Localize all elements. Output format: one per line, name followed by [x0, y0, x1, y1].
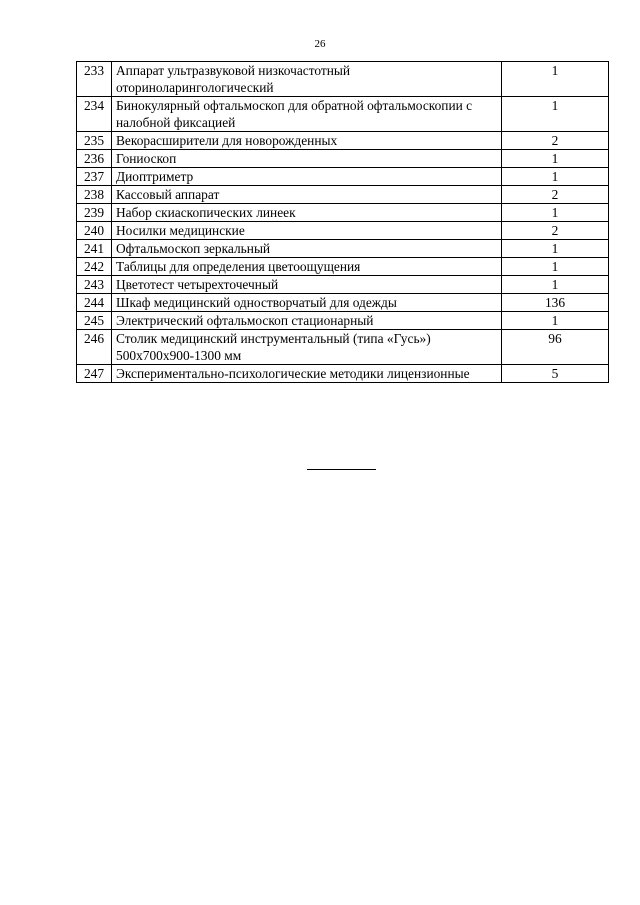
item-name: Бинокулярный офтальмоскоп для обратной офтальмоскопии с налобной фиксацией: [112, 97, 502, 132]
row-number: 245: [77, 312, 112, 330]
row-number: 238: [77, 186, 112, 204]
item-name: Набор скиаскопических линеек: [112, 204, 502, 222]
row-number: 243: [77, 276, 112, 294]
table-row: [77, 132, 609, 150]
item-name: Носилки медицинские: [112, 222, 502, 240]
item-quantity: 1: [502, 204, 609, 222]
table-row: [77, 186, 609, 204]
item-name: Таблицы для определения цветоощущения: [112, 258, 502, 276]
table-row: [77, 330, 609, 365]
item-quantity: 1: [502, 150, 609, 168]
item-name: Кассовый аппарат: [112, 186, 502, 204]
item-name: Диоптриметр: [112, 168, 502, 186]
item-name: Электрический офтальмоскоп стационарный: [112, 312, 502, 330]
table-row: [77, 97, 609, 132]
equipment-table-body: [77, 62, 609, 383]
item-quantity: 1: [502, 312, 609, 330]
item-name: Офтальмоскоп зеркальный: [112, 240, 502, 258]
end-of-document-line: [307, 469, 376, 470]
table-row: [77, 168, 609, 186]
item-quantity: 1: [502, 168, 609, 186]
equipment-table: [76, 61, 609, 383]
item-quantity: 96: [502, 330, 609, 365]
item-name: Гониоскоп: [112, 150, 502, 168]
table-row: [77, 258, 609, 276]
item-name: Столик медицинский инструментальный (типа «Гусь») 500х700х900-1300 мм: [112, 330, 502, 365]
row-number: 244: [77, 294, 112, 312]
row-number: 236: [77, 150, 112, 168]
item-quantity: 2: [502, 186, 609, 204]
item-quantity: 136: [502, 294, 609, 312]
table-row: [77, 276, 609, 294]
table-row: [77, 365, 609, 383]
row-number: 246: [77, 330, 112, 365]
item-quantity: 2: [502, 222, 609, 240]
row-number: 237: [77, 168, 112, 186]
item-name: Шкаф медицинский одностворчатый для одежды: [112, 294, 502, 312]
item-quantity: 1: [502, 258, 609, 276]
item-quantity: 1: [502, 97, 609, 132]
table-row: [77, 312, 609, 330]
item-quantity: 1: [502, 276, 609, 294]
table-row: [77, 204, 609, 222]
row-number: 240: [77, 222, 112, 240]
row-number: 247: [77, 365, 112, 383]
item-quantity: 5: [502, 365, 609, 383]
row-number: 242: [77, 258, 112, 276]
row-number: 239: [77, 204, 112, 222]
row-number: 234: [77, 97, 112, 132]
item-name: Экспериментально-психологические методики лицензионные: [112, 365, 502, 383]
table-row: [77, 222, 609, 240]
row-number: 233: [77, 62, 112, 97]
table-row: [77, 150, 609, 168]
item-quantity: 2: [502, 132, 609, 150]
table-row: [77, 294, 609, 312]
row-number: 241: [77, 240, 112, 258]
table-row: [77, 240, 609, 258]
item-name: Аппарат ультразвуковой низкочастотный оториноларингологический: [112, 62, 502, 97]
row-number: 235: [77, 132, 112, 150]
item-quantity: 1: [502, 240, 609, 258]
page-number: 26: [314, 38, 326, 50]
table-row: [77, 62, 609, 97]
item-name: Цветотест четырехточечный: [112, 276, 502, 294]
item-quantity: 1: [502, 62, 609, 97]
item-name: Векорасширители для новорожденных: [112, 132, 502, 150]
